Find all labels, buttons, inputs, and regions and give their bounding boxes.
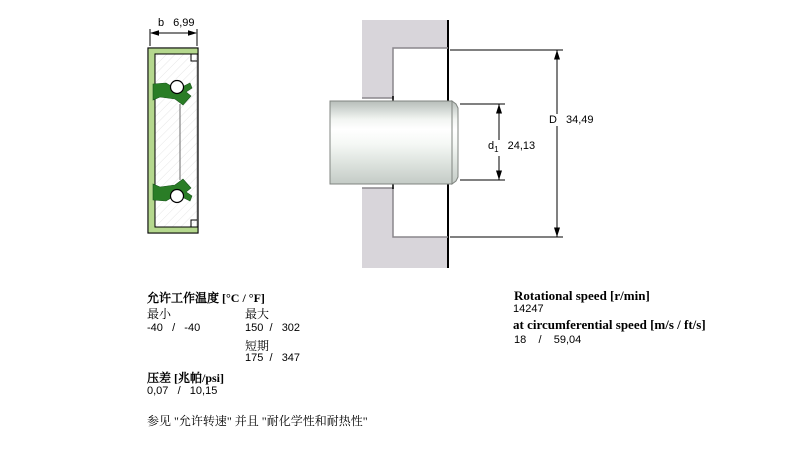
- circumferential-speed-value: 18 / 59,04: [514, 334, 582, 346]
- short-term-label: 短期: [245, 339, 270, 353]
- seal-cross-section-drawing: [138, 10, 228, 245]
- rotational-speed-value: 14247: [513, 303, 544, 315]
- d1-value: 24,13: [507, 140, 536, 152]
- reference-note: 参见 "允许转速" 并且 "耐化学性和耐热性": [147, 414, 368, 428]
- housing-upper: [362, 20, 447, 98]
- d1-subscript: 1: [494, 145, 499, 154]
- D-dimension-label: [548, 114, 594, 126]
- pressure-value: 0,07 / 10,15: [147, 385, 218, 397]
- b-dimension-lines: [150, 29, 197, 46]
- garter-spring-top: [171, 81, 184, 94]
- rotational-speed-heading: Rotational speed [r/min]: [514, 288, 650, 303]
- d1-dimension-label: [487, 140, 536, 156]
- temperature-heading: 允许工作温度 [°C / °F]: [147, 291, 265, 305]
- circumferential-speed-heading: at circumferential speed [m/s / ft/s]: [513, 317, 706, 332]
- D-label: D: [549, 114, 557, 126]
- b-value: 6,99: [173, 17, 195, 29]
- d1-label: d: [488, 140, 495, 152]
- housing-lower: [362, 188, 447, 268]
- temperature-max-value: 150 / 302: [245, 322, 301, 334]
- temperature-min-label: 最小: [147, 307, 172, 321]
- garter-spring-bottom: [171, 190, 184, 203]
- temperature-max-label: 最大: [245, 307, 270, 321]
- b-label: b: [158, 17, 165, 29]
- temperature-min-value: -40 / -40: [147, 322, 201, 334]
- short-term-value: 175 / 347: [245, 352, 301, 364]
- shaft-end-cap: [452, 101, 458, 184]
- shaft: [330, 101, 452, 184]
- b-dimension-label: [157, 17, 196, 29]
- D-value: 34,49: [565, 114, 594, 126]
- pressure-heading: 压差 [兆帕/psi]: [147, 371, 225, 385]
